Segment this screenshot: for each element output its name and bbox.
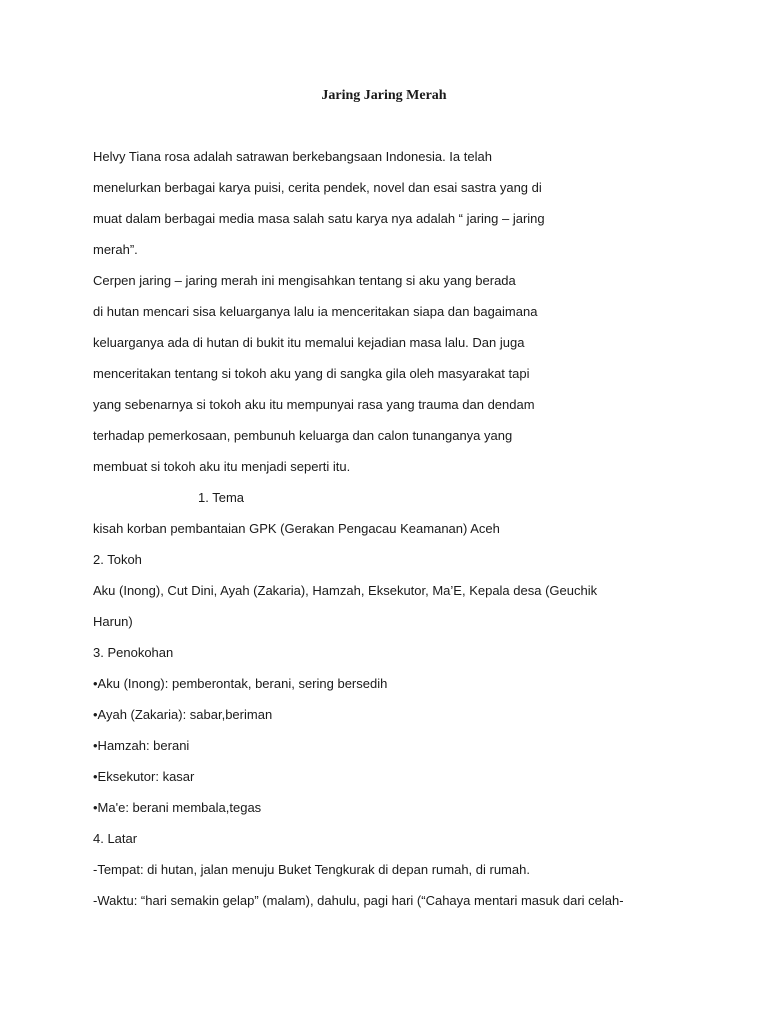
- paragraph-line: -Tempat: di hutan, jalan menuju Buket Tengkurak di depan rumah, di rumah.: [93, 862, 530, 877]
- paragraph-line: menceritakan tentang si tokoh aku yang di sangka gila oleh masyarakat tapi: [93, 366, 530, 381]
- section-heading-tokoh: 2. Tokoh: [93, 552, 142, 567]
- paragraph-line: -Waktu: “hari semakin gelap” (malam), dahulu, pagi hari (“Cahaya mentari masuk dari celah-: [93, 893, 624, 908]
- paragraph-line: merah”.: [93, 242, 138, 257]
- paragraph-line: keluarganya ada di hutan di bukit itu memalui kejadian masa lalu. Dan juga: [93, 335, 525, 350]
- paragraph-line: terhadap pemerkosaan, pembunuh keluarga dan calon tunanganya yang: [93, 428, 513, 443]
- paragraph-line: kisah korban pembantaian GPK (Gerakan Pengacau Keamanan) Aceh: [93, 521, 500, 536]
- bullet-item: •Ayah (Zakaria): sabar,beriman: [93, 707, 273, 722]
- section-heading-latar: 4. Latar: [93, 831, 138, 846]
- paragraph-line: Harun): [93, 614, 133, 629]
- paragraph-line: di hutan mencari sisa keluarganya lalu ia menceritakan siapa dan bagaimana: [93, 304, 538, 319]
- paragraph-line: yang sebenarnya si tokoh aku itu mempunyai rasa yang trauma dan dendam: [93, 397, 535, 412]
- paragraph-line: Cerpen jaring – jaring merah ini mengisahkan tentang si aku yang berada: [93, 273, 516, 288]
- paragraph-line: Aku (Inong), Cut Dini, Ayah (Zakaria), Hamzah, Eksekutor, Ma’E, Kepala desa (Geuchik: [93, 583, 598, 598]
- section-heading-tema: 1. Tema: [198, 490, 245, 505]
- bullet-item: •Hamzah: berani: [93, 738, 190, 753]
- paragraph-line: membuat si tokoh aku itu menjadi seperti itu.: [93, 459, 351, 474]
- paragraph-line: menelurkan berbagai karya puisi, cerita pendek, novel dan esai sastra yang di: [93, 180, 542, 195]
- bullet-item: •Ma'e: berani membala,tegas: [93, 800, 262, 815]
- bullet-item: •Aku (Inong): pemberontak, berani, sering bersedih: [93, 676, 388, 691]
- paragraph-line: muat dalam berbagai media masa salah satu karya nya adalah “ jaring – jaring: [93, 211, 545, 226]
- bullet-item: •Eksekutor: kasar: [93, 769, 195, 784]
- document-body: [93, 147, 653, 922]
- document-title: Jaring Jaring Merah: [321, 88, 447, 103]
- section-heading-penokohan: 3. Penokohan: [93, 645, 174, 660]
- paragraph-line: Helvy Tiana rosa adalah satrawan berkebangsaan Indonesia. Ia telah: [93, 149, 492, 164]
